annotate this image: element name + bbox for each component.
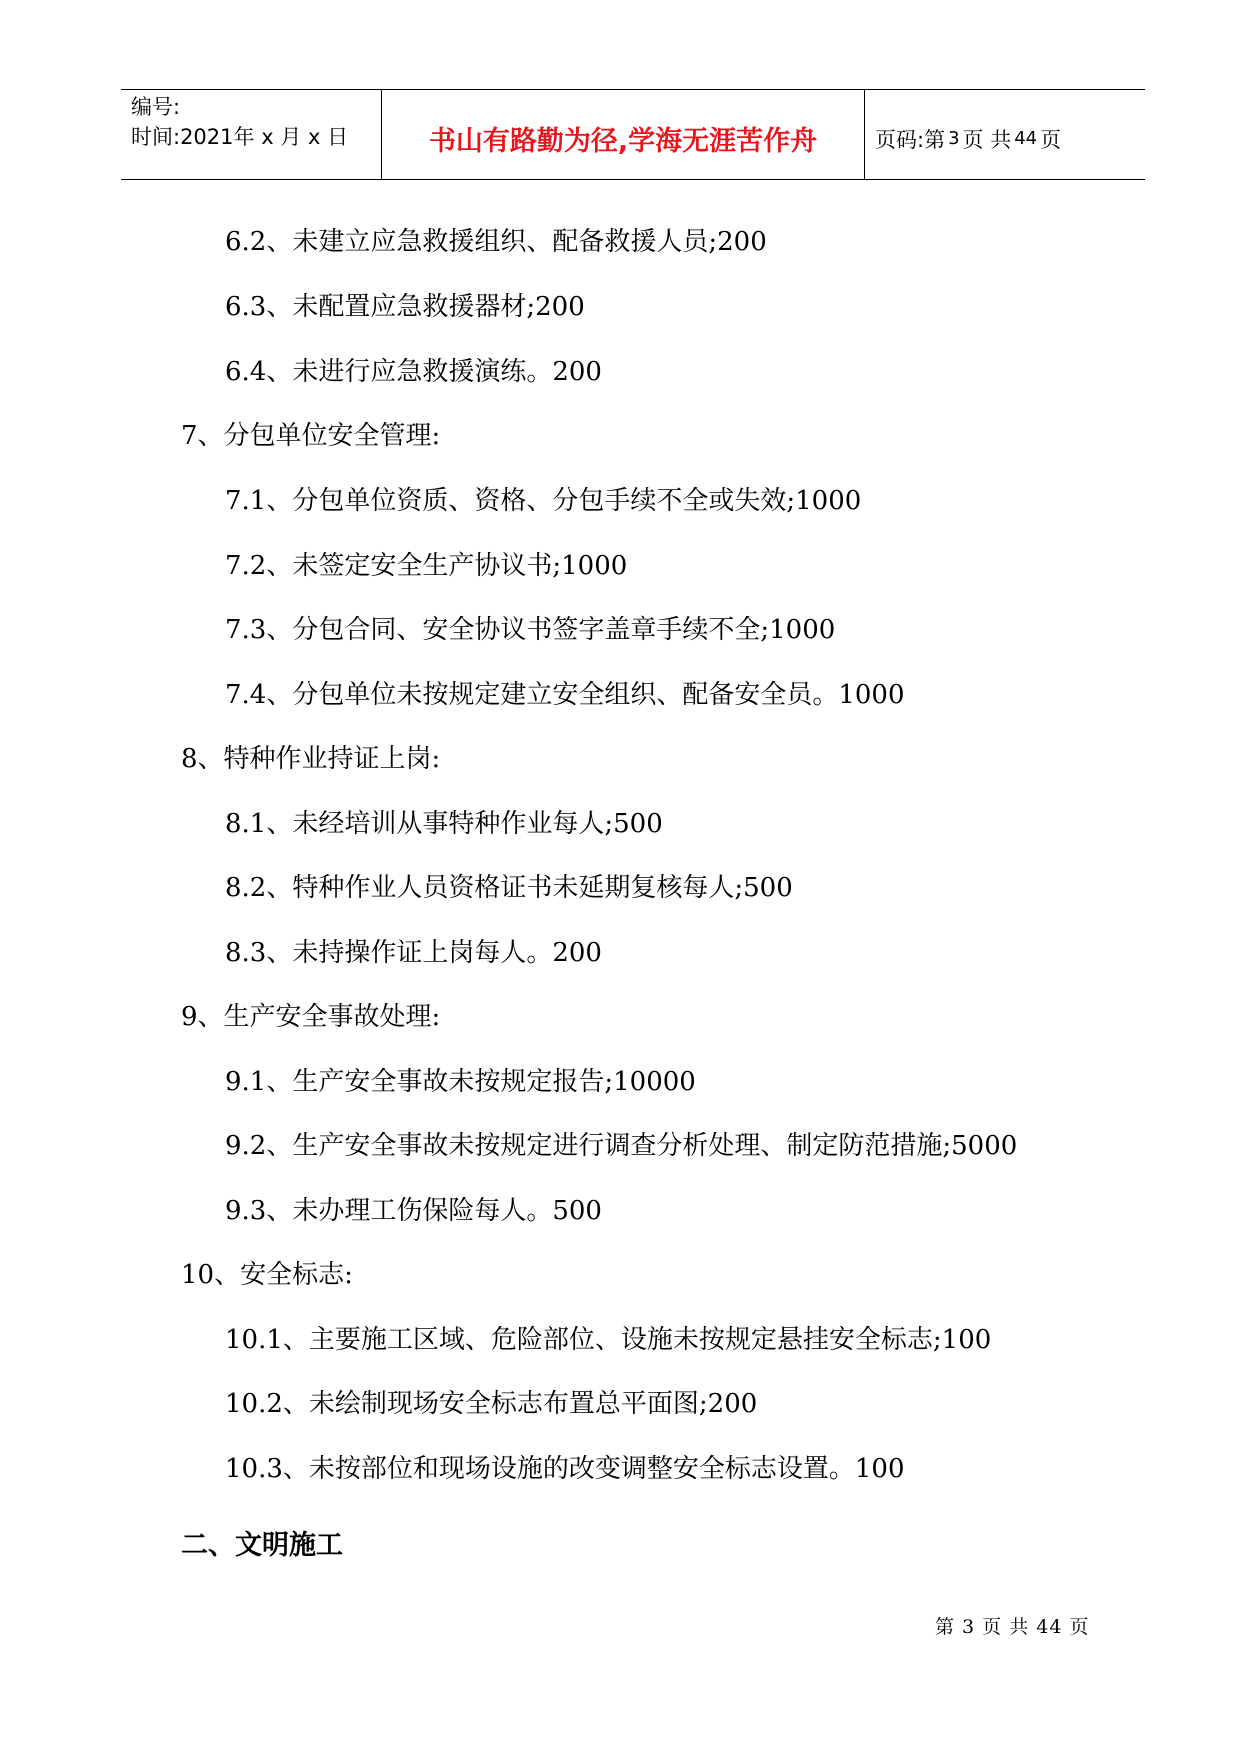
time-prefix: 时间:2021年 xyxy=(131,125,255,149)
item-8-2: 8.2、特种作业人员资格证书未延期复核每人;500 xyxy=(225,873,793,903)
header-motto: 书山有路勤为径,学海无涯苦作舟 xyxy=(381,90,865,179)
page-label: 页码:第 xyxy=(875,127,946,152)
time-month: 月 xyxy=(280,125,302,149)
header-left-cell xyxy=(121,90,381,179)
header-page-info xyxy=(865,90,1145,179)
page-footer: 第 3 页 共 44 页 xyxy=(935,1616,1090,1638)
item-9-2: 9.2、生产安全事故未按规定进行调查分析处理、制定防范措施;5000 xyxy=(225,1131,1018,1161)
document-header xyxy=(121,89,1145,180)
item-6-4: 6.4、未进行应急救援演练。200 xyxy=(225,357,602,387)
heading-9: 9、生产安全事故处理: xyxy=(181,1002,441,1032)
heading-7: 7、分包单位安全管理: xyxy=(181,421,441,451)
item-7-4: 7.4、分包单位未按规定建立安全组织、配备安全员。1000 xyxy=(225,680,905,710)
time-day: 日 xyxy=(327,125,349,149)
heading-8: 8、特种作业持证上岗: xyxy=(181,744,441,774)
item-9-1: 9.1、生产安全事故未按规定报告;10000 xyxy=(225,1067,696,1097)
page-current: 3 xyxy=(948,128,960,149)
item-7-3: 7.3、分包合同、安全协议书签字盖章手续不全;1000 xyxy=(225,615,836,645)
item-8-3: 8.3、未持操作证上岗每人。200 xyxy=(225,938,602,968)
item-6-3: 6.3、未配置应急救援器材;200 xyxy=(225,292,585,322)
time-x2: x xyxy=(308,125,321,149)
code-label: 编号: xyxy=(131,95,181,119)
item-7-2: 7.2、未签定安全生产协议书;1000 xyxy=(225,551,628,581)
heading-10: 10、安全标志: xyxy=(181,1260,353,1290)
item-10-3: 10.3、未按部位和现场设施的改变调整安全标志设置。100 xyxy=(225,1454,905,1484)
page-total: 44 xyxy=(1014,128,1038,149)
time-line xyxy=(131,122,381,152)
section-title: 二、文明施工 xyxy=(181,1530,343,1561)
item-10-1: 10.1、主要施工区域、危险部位、设施未按规定悬挂安全标志;100 xyxy=(225,1325,992,1355)
item-10-2: 10.2、未绘制现场安全标志布置总平面图;200 xyxy=(225,1389,758,1419)
page-mid: 页 共 xyxy=(962,127,1012,152)
item-7-1: 7.1、分包单位资质、资格、分包手续不全或失效;1000 xyxy=(225,486,862,516)
page-suffix: 页 xyxy=(1040,127,1062,152)
time-x1: x xyxy=(261,125,274,149)
item-6-2: 6.2、未建立应急救援组织、配备救援人员;200 xyxy=(225,227,767,257)
item-9-3: 9.3、未办理工伤保险每人。500 xyxy=(225,1196,602,1226)
item-8-1: 8.1、未经培训从事特种作业每人;500 xyxy=(225,809,663,839)
